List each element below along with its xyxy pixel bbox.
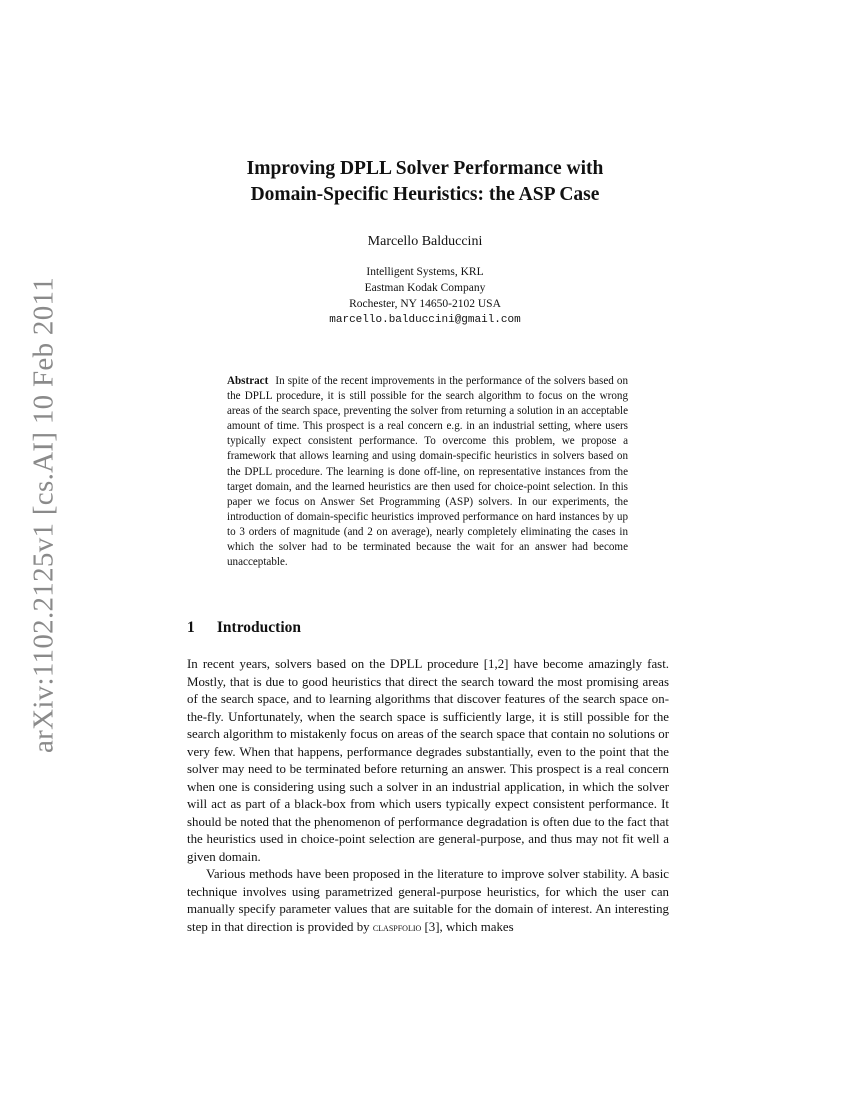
section-heading (187, 619, 301, 637)
author-name: Marcello Balduccini (367, 234, 483, 249)
affiliation-line-1: Intelligent Systems, KRL (366, 266, 484, 278)
arxiv-identifier: arXiv:1102.2125v1 [cs.AI] 10 Feb 2011 (27, 276, 60, 754)
paragraph-2-text-start: Various methods have been proposed in the literature to improve solver stability. A basic technique involves using parametrized general-purpose heuristics, for which the user can manually specify parameter values that are suitable for the domain of interest. An interesting step in that direction is provided by (187, 867, 669, 934)
title-line-2: Domain-Specific Heuristics: the ASP Case (250, 184, 600, 205)
title-line-1: Improving DPLL Solver Performance with (246, 158, 604, 179)
body-text (187, 656, 669, 936)
author-email: marcello.balduccini@gmail.com (329, 314, 521, 326)
affiliation-line-3: Rochester, NY 14650-2102 USA (349, 298, 501, 310)
paragraph-2 (187, 866, 669, 936)
affiliation-line-2: Eastman Kodak Company (364, 282, 486, 294)
abstract-label: Abstract (227, 375, 269, 387)
section-number: 1 (187, 619, 195, 636)
paragraph-1: In recent years, solvers based on the DPLL procedure [1,2] have become amazingly fast. Mostly, that is due to good heuristics that direct the search toward the most promising areas of the search space, and to learning algorithms that discover features of the search space on-the-fly. Unfortunately, when the search space is sufficiently large, it is still possible for the search algorithm to mistakenly focus on areas of the search space that contain no solutions or very few. When that happens, performance degrades substantially, even to the point that the solver may need to be terminated before returning an answer. This prospect is a real concern when one is considering using such a solver in an industrial application, in which the solver will act as part of a black-box from which users typically expect consistent performance. It should be noted that the phenomenon of performance degradation is often due to the fact that the heuristics used in choice-point selection are general-purpose, and thus may not fit well a given domain. (187, 657, 669, 864)
abstract-text: In spite of the recent improvements in the performance of the solvers based on the DPLL procedure, it is still possible for the search algorithm to focus on the wrong areas of the search space, preventing the solver from returning a solution in an acceptable amount of time. This prospect is a real concern e.g. in an industrial setting, where users typically expect consistent performance. To overcome this problem, we propose a framework that allows learning and using domain-specific heuristics in solvers based on the DPLL procedure. The learning is done off-line, on representative instances from the target domain, and the learned heuristics are then used for choice-point selection. In this paper we focus on Answer Set Programming (ASP) solvers. In our experiments, the introduction of domain-specific heuristics improved performance on hard instances by up to 3 orders of magnitude (and 2 on average), nearly completely eliminating the cases in which the solver had to be terminated because the wait for an answer had become unacceptable. (227, 375, 628, 569)
abstract (227, 374, 628, 570)
section-title: Introduction (216, 619, 301, 636)
claspfolio-name: claspfolio (372, 919, 422, 934)
author-affiliation (0, 264, 850, 328)
paragraph-2-text-end: [3], which makes (421, 919, 514, 934)
paper-title (0, 156, 850, 208)
